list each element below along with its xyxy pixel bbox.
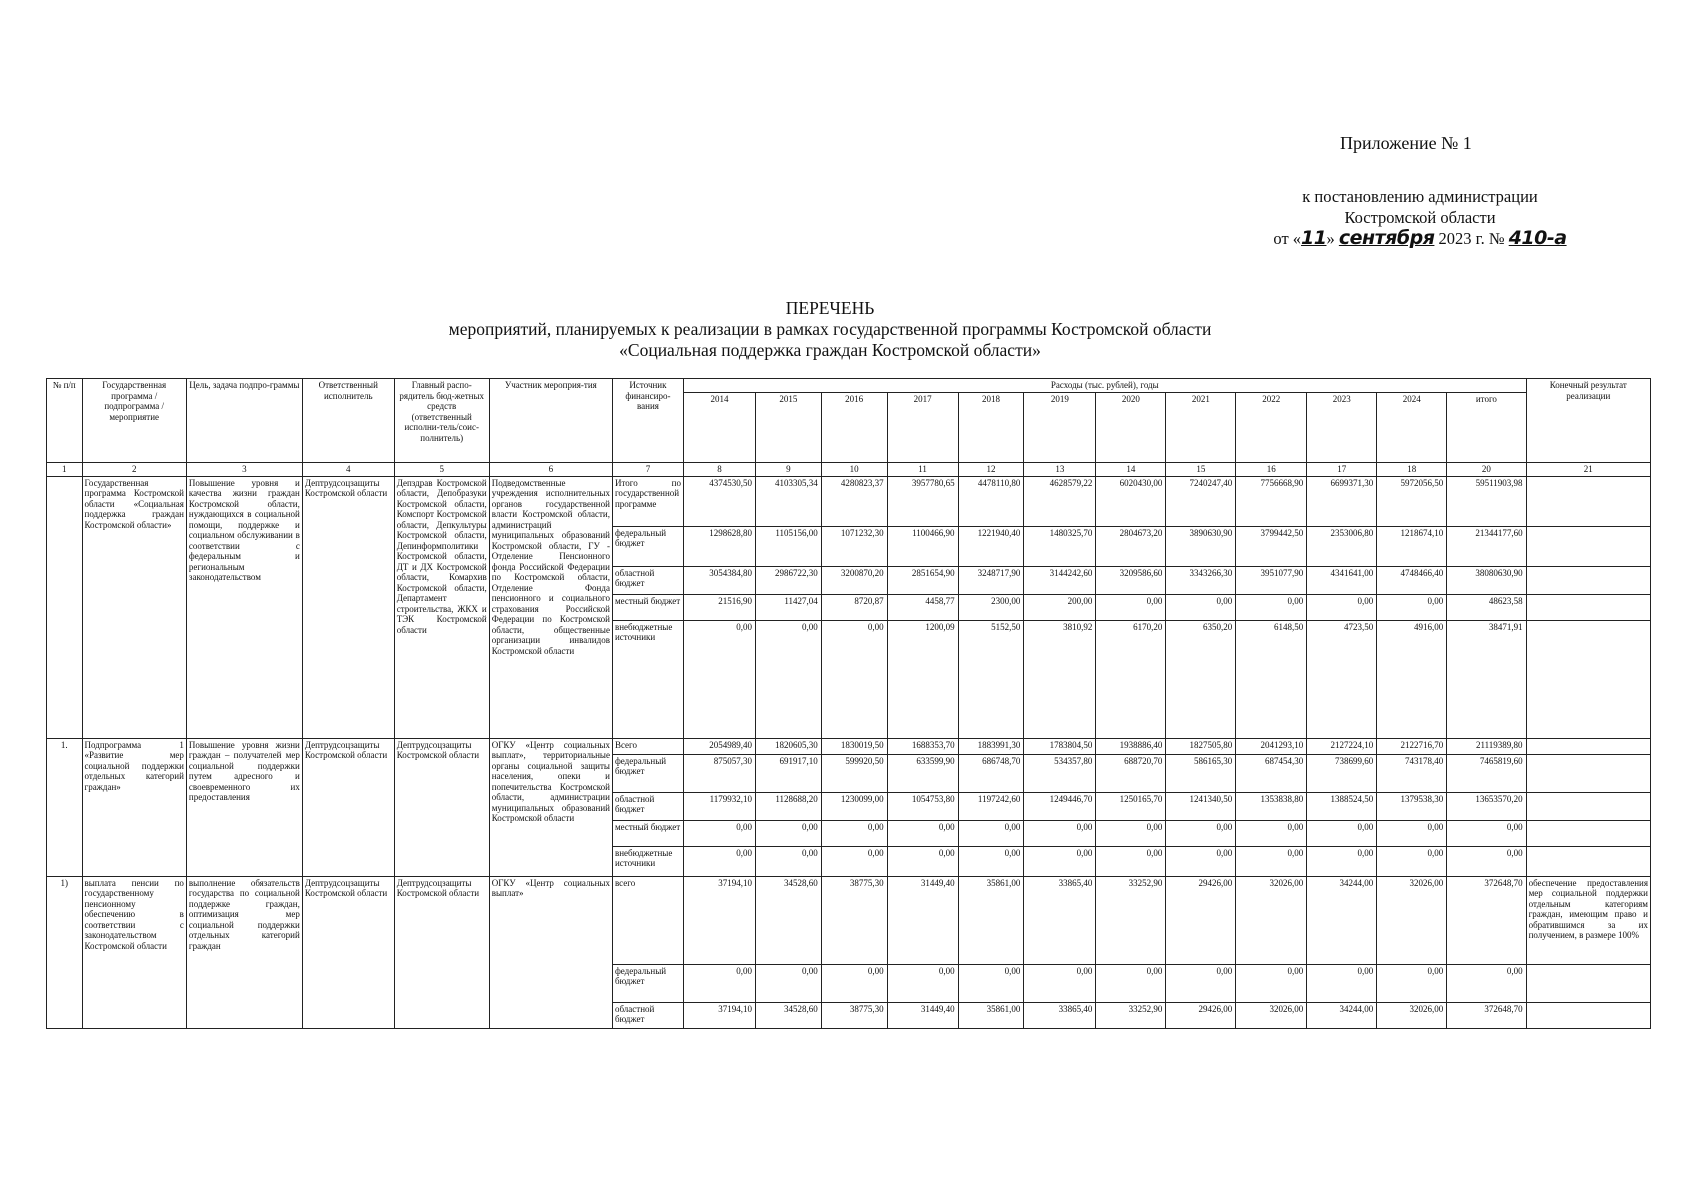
- expense-value: 5972056,50: [1377, 476, 1447, 526]
- expense-value: 0,00: [1307, 820, 1377, 846]
- document-title: [330, 298, 1330, 361]
- expense-value: 1218674,10: [1377, 526, 1447, 566]
- decree-day: 11: [1301, 227, 1327, 249]
- header-year-2014: 2014: [683, 393, 755, 463]
- expense-value: 200,00: [1024, 594, 1096, 620]
- expense-value: 6699371,30: [1307, 476, 1377, 526]
- expense-value: 1197242,60: [958, 792, 1024, 820]
- expense-value: 32026,00: [1377, 876, 1447, 964]
- expense-value: 0,00: [1236, 964, 1307, 1002]
- expense-value: 37194,10: [683, 876, 755, 964]
- expense-value: 37194,10: [683, 1002, 755, 1028]
- expense-value: 0,00: [1377, 594, 1447, 620]
- expense-value: 3957780,65: [887, 476, 958, 526]
- expense-value: 34244,00: [1307, 876, 1377, 964]
- expense-value: 3799442,50: [1236, 526, 1307, 566]
- expense-value: 0,00: [1447, 964, 1526, 1002]
- expense-value: 0,00: [1096, 594, 1166, 620]
- expense-value: 1388524,50: [1307, 792, 1377, 820]
- header-manager: Главный распо-рядитель бюд-жетных средств (ответственный исполни-тель/соис-полнитель): [394, 379, 489, 463]
- expense-value: 0,00: [683, 846, 755, 876]
- expense-value: 0,00: [756, 964, 822, 1002]
- expense-value: 586165,30: [1166, 754, 1236, 792]
- final-result-empty: [1526, 792, 1650, 820]
- measures-table-wrapper: [46, 378, 1651, 1029]
- expense-value: 0,00: [1447, 846, 1526, 876]
- expense-value: 0,00: [958, 964, 1024, 1002]
- expense-value: 2054989,40: [683, 738, 755, 754]
- expense-value: 6170,20: [1096, 620, 1166, 738]
- expense-value: 875057,30: [683, 754, 755, 792]
- table-row: [47, 476, 1651, 526]
- final-result-empty: [1526, 476, 1650, 526]
- expense-value: 738699,60: [1307, 754, 1377, 792]
- funding-source: Итого по государственной программе: [612, 476, 683, 526]
- column-number: 1: [47, 463, 83, 477]
- expense-value: 0,00: [683, 820, 755, 846]
- expense-value: 2804673,20: [1096, 526, 1166, 566]
- expense-value: 633599,90: [887, 754, 958, 792]
- expense-value: 5152,50: [958, 620, 1024, 738]
- expense-value: 35861,00: [958, 876, 1024, 964]
- header-year-2016: 2016: [821, 393, 887, 463]
- final-result-empty: [1526, 526, 1650, 566]
- budget-manager: Дептрудсоцзащиты Костромской области: [394, 876, 489, 1028]
- expense-value: 1054753,80: [887, 792, 958, 820]
- expense-value: 0,00: [887, 820, 958, 846]
- decree-line-1: к постановлению администрации: [1302, 187, 1538, 206]
- funding-source: местный бюджет: [612, 820, 683, 846]
- row-number: 1.: [47, 738, 83, 876]
- decree-mid: »: [1326, 229, 1339, 248]
- column-number: 21: [1526, 463, 1650, 477]
- expense-value: 0,00: [958, 846, 1024, 876]
- expense-value: 3951077,90: [1236, 566, 1307, 594]
- funding-source: всего: [612, 876, 683, 964]
- expense-value: 34528,60: [756, 876, 822, 964]
- program-name: выплата пенсии по государственному пенсионному обеспечению в соответствии с законодательством Костромской области: [82, 876, 186, 1028]
- expense-value: 1938886,40: [1096, 738, 1166, 754]
- expense-value: 33252,90: [1096, 1002, 1166, 1028]
- funding-source: местный бюджет: [612, 594, 683, 620]
- expense-value: 4458,77: [887, 594, 958, 620]
- expense-value: 2353006,80: [1307, 526, 1377, 566]
- final-result-empty: [1526, 620, 1650, 738]
- expense-value: 1071232,30: [821, 526, 887, 566]
- column-number: 8: [683, 463, 755, 477]
- expense-value: 48623,58: [1447, 594, 1526, 620]
- header-year-2021: 2021: [1166, 393, 1236, 463]
- column-number: 12: [958, 463, 1024, 477]
- expense-value: 3890630,90: [1166, 526, 1236, 566]
- expense-value: 1298628,80: [683, 526, 755, 566]
- expense-value: 1379538,30: [1377, 792, 1447, 820]
- expense-value: 34528,60: [756, 1002, 822, 1028]
- program-goal: Повышение уровня жизни граждан – получателей мер социальной поддержки путем адресного и своевременного их предоставления: [186, 738, 302, 876]
- header-year-2022: 2022: [1236, 393, 1307, 463]
- header-executor: Ответственный исполнитель: [302, 379, 394, 463]
- funding-source: федеральный бюджет: [612, 754, 683, 792]
- expense-value: 2041293,10: [1236, 738, 1307, 754]
- expense-value: 0,00: [1236, 846, 1307, 876]
- expense-value: 32026,00: [1377, 1002, 1447, 1028]
- expense-value: 3054384,80: [683, 566, 755, 594]
- expense-value: 32026,00: [1236, 876, 1307, 964]
- expense-value: 31449,40: [887, 876, 958, 964]
- expense-value: 1249446,70: [1024, 792, 1096, 820]
- expense-value: 0,00: [1096, 846, 1166, 876]
- decree-month: сентября: [1338, 227, 1435, 249]
- expense-value: 32026,00: [1236, 1002, 1307, 1028]
- expense-value: 0,00: [1307, 964, 1377, 1002]
- column-number: 15: [1166, 463, 1236, 477]
- expense-value: 6350,20: [1166, 620, 1236, 738]
- expense-value: 688720,70: [1096, 754, 1166, 792]
- column-number: 17: [1307, 463, 1377, 477]
- header-source: Источник финансиро-вания: [612, 379, 683, 463]
- table-row: [47, 876, 1651, 964]
- expense-value: 0,00: [756, 820, 822, 846]
- expense-value: 29426,00: [1166, 1002, 1236, 1028]
- expense-value: 2300,00: [958, 594, 1024, 620]
- expense-value: 691917,10: [756, 754, 822, 792]
- expense-value: 7756668,90: [1236, 476, 1307, 526]
- column-number: 16: [1236, 463, 1307, 477]
- expense-value: 0,00: [756, 846, 822, 876]
- expense-value: 21119389,80: [1447, 738, 1526, 754]
- column-number: 9: [756, 463, 822, 477]
- expense-value: 1250165,70: [1096, 792, 1166, 820]
- expense-value: 687454,30: [1236, 754, 1307, 792]
- column-number: 13: [1024, 463, 1096, 477]
- expense-value: 0,00: [1024, 964, 1096, 1002]
- header-program: Государственная программа /подпрограмма /мероприятие: [82, 379, 186, 463]
- table-row: [47, 738, 1651, 754]
- final-result: обеспечение предоставления мер социальной поддержки отдельным категориям граждан, имеющим право и обратившимся за их получением, в размере 100%: [1526, 876, 1650, 964]
- column-number: 2: [82, 463, 186, 477]
- expense-value: 11427,04: [756, 594, 822, 620]
- expense-value: 4103305,34: [756, 476, 822, 526]
- expense-value: 0,00: [887, 846, 958, 876]
- final-result-empty: [1526, 566, 1650, 594]
- expense-value: 31449,40: [887, 1002, 958, 1028]
- expense-value: 21516,90: [683, 594, 755, 620]
- funding-source: областной бюджет: [612, 1002, 683, 1028]
- expense-value: 0,00: [1096, 820, 1166, 846]
- header-year-2024: 2024: [1377, 393, 1447, 463]
- expense-value: 13653570,20: [1447, 792, 1526, 820]
- measure-participant: Подведомственные учреждения исполнительных органов государственной власти Костромской области, администраций муниципальных образований Костромской области, ГУ - Отделение Пенсионного фонда Российской Федерации по Костромской области, Отделение Фонда пенсионного и социального страхования Российской Федерации по Костромской области, общественные организации инвалидов Костромской области: [489, 476, 612, 738]
- header-goal: Цель, задача подпро-граммы: [186, 379, 302, 463]
- final-result-empty: [1526, 754, 1650, 792]
- expense-value: 1688353,70: [887, 738, 958, 754]
- expense-value: 4748466,40: [1377, 566, 1447, 594]
- final-result-empty: [1526, 846, 1650, 876]
- expense-value: 3343266,30: [1166, 566, 1236, 594]
- responsible-executor: Дептрудсоцзащиты Костромской области: [302, 738, 394, 876]
- expense-value: 38080630,90: [1447, 566, 1526, 594]
- expense-value: 0,00: [1166, 964, 1236, 1002]
- header-expenses: Расходы (тыс. рублей), годы: [683, 379, 1526, 393]
- column-number: 5: [394, 463, 489, 477]
- decree-line-2: Костромской области: [1344, 208, 1496, 227]
- expense-value: 0,00: [958, 820, 1024, 846]
- expense-value: 0,00: [1307, 846, 1377, 876]
- expense-value: 0,00: [1236, 820, 1307, 846]
- expense-value: 0,00: [1447, 820, 1526, 846]
- expense-value: 38775,30: [821, 1002, 887, 1028]
- expense-value: 0,00: [683, 964, 755, 1002]
- funding-source: внебюджетные источники: [612, 620, 683, 738]
- expense-value: 6148,50: [1236, 620, 1307, 738]
- header-result: Конечный результат реализации: [1526, 379, 1650, 463]
- expense-value: 0,00: [1377, 964, 1447, 1002]
- title-line-3: «Социальная поддержка граждан Костромской области»: [619, 340, 1041, 360]
- expense-value: 3248717,90: [958, 566, 1024, 594]
- decree-number: 410-а: [1508, 227, 1567, 249]
- expense-value: 29426,00: [1166, 876, 1236, 964]
- column-number: 14: [1096, 463, 1166, 477]
- funding-source: федеральный бюджет: [612, 526, 683, 566]
- expense-value: 0,00: [821, 846, 887, 876]
- expense-value: 34244,00: [1307, 1002, 1377, 1028]
- final-result-empty: [1526, 964, 1650, 1002]
- measures-table: [46, 378, 1651, 1029]
- column-number: 10: [821, 463, 887, 477]
- column-number: 20: [1447, 463, 1526, 477]
- decree-prefix: от «: [1273, 229, 1302, 248]
- budget-manager: Дептрудсоцзащиты Костромской области: [394, 738, 489, 876]
- program-name: Подпрограмма 1 «Развитие мер социальной поддержки отдельных категорий граждан»: [82, 738, 186, 876]
- expense-value: 1480325,70: [1024, 526, 1096, 566]
- funding-source: внебюджетные источники: [612, 846, 683, 876]
- expense-value: 4341641,00: [1307, 566, 1377, 594]
- measure-participant: ОГКУ «Центр социальных выплат»: [489, 876, 612, 1028]
- funding-source: Всего: [612, 738, 683, 754]
- measure-participant: ОГКУ «Центр социальных выплат», территориальные органы социальной защиты населения, опеки и попечительства Костромской области, администрации муниципальных образований Костромской области: [489, 738, 612, 876]
- row-number: [47, 476, 83, 738]
- responsible-executor: Дептрудсоцзащиты Костромской области: [302, 876, 394, 1028]
- expense-value: 686748,70: [958, 754, 1024, 792]
- column-number: 3: [186, 463, 302, 477]
- program-goal: Повышение уровня и качества жизни граждан Костромской области, нуждающихся в социальной помощи, поддержке и социальном обслуживании в соответствии с федеральным и региональным законодательством: [186, 476, 302, 738]
- header-year-2020: 2020: [1096, 393, 1166, 463]
- row-number: 1): [47, 876, 83, 1028]
- expense-value: 0,00: [756, 620, 822, 738]
- header-participant: Участник мероприя-тия: [489, 379, 612, 463]
- expense-value: 1179932,10: [683, 792, 755, 820]
- expense-value: 0,00: [1166, 594, 1236, 620]
- expense-value: 1353838,80: [1236, 792, 1307, 820]
- expense-value: 4723,50: [1307, 620, 1377, 738]
- expense-value: 1105156,00: [756, 526, 822, 566]
- header-num: № п/п: [47, 379, 83, 463]
- funding-source: федеральный бюджет: [612, 964, 683, 1002]
- column-number: 18: [1377, 463, 1447, 477]
- expense-value: 534357,80: [1024, 754, 1096, 792]
- title-line-1: ПЕРЕЧЕНЬ: [785, 298, 875, 318]
- expense-value: 372648,70: [1447, 876, 1526, 964]
- expense-value: 2986722,30: [756, 566, 822, 594]
- expense-value: 1883991,30: [958, 738, 1024, 754]
- expense-value: 0,00: [1024, 820, 1096, 846]
- expense-value: 4280823,37: [821, 476, 887, 526]
- final-result-empty: [1526, 1002, 1650, 1028]
- expense-value: 2122716,70: [1377, 738, 1447, 754]
- header-year-2023: 2023: [1307, 393, 1377, 463]
- expense-value: 0,00: [1166, 846, 1236, 876]
- decree-year: 2023 г. №: [1434, 229, 1509, 248]
- expense-value: 3200870,20: [821, 566, 887, 594]
- expense-value: 1827505,80: [1166, 738, 1236, 754]
- program-goal: выполнение обязательств государства по социальной поддержке граждан, оптимизация мер социальной поддержки отдельных категорий граждан: [186, 876, 302, 1028]
- funding-source: областной бюджет: [612, 792, 683, 820]
- expense-value: 7240247,40: [1166, 476, 1236, 526]
- expense-value: 3209586,60: [1096, 566, 1166, 594]
- expense-value: 33252,90: [1096, 876, 1166, 964]
- expense-value: 1230099,00: [821, 792, 887, 820]
- expense-value: 6020430,00: [1096, 476, 1166, 526]
- expense-value: 2851654,90: [887, 566, 958, 594]
- expense-value: 0,00: [821, 820, 887, 846]
- column-number: 4: [302, 463, 394, 477]
- expense-value: 0,00: [1307, 594, 1377, 620]
- expense-value: 21344177,60: [1447, 526, 1526, 566]
- expense-value: 38775,30: [821, 876, 887, 964]
- expense-value: 8720,87: [821, 594, 887, 620]
- expense-value: 1200,09: [887, 620, 958, 738]
- decree-reference: [1200, 186, 1640, 249]
- header-year-2015: 2015: [756, 393, 822, 463]
- expense-value: 4628579,22: [1024, 476, 1096, 526]
- expense-value: 1221940,40: [958, 526, 1024, 566]
- title-line-2: мероприятий, планируемых к реализации в рамках государственной программы Костромской области: [448, 319, 1212, 339]
- expense-value: 372648,70: [1447, 1002, 1526, 1028]
- expense-value: 1241340,50: [1166, 792, 1236, 820]
- expense-value: 38471,91: [1447, 620, 1526, 738]
- expense-value: 7465819,60: [1447, 754, 1526, 792]
- expense-value: 0,00: [1377, 820, 1447, 846]
- expense-value: 3144242,60: [1024, 566, 1096, 594]
- header-year-2018: 2018: [958, 393, 1024, 463]
- expense-value: 0,00: [1024, 846, 1096, 876]
- final-result-empty: [1526, 820, 1650, 846]
- expense-value: 0,00: [821, 620, 887, 738]
- column-number: 11: [887, 463, 958, 477]
- header-year-total: итого: [1447, 393, 1526, 463]
- expense-value: 1100466,90: [887, 526, 958, 566]
- expense-value: 599920,50: [821, 754, 887, 792]
- header-year-2019: 2019: [1024, 393, 1096, 463]
- expense-value: 4374530,50: [683, 476, 755, 526]
- column-number: 7: [612, 463, 683, 477]
- final-result-empty: [1526, 594, 1650, 620]
- expense-value: 0,00: [1377, 846, 1447, 876]
- expense-value: 1820605,30: [756, 738, 822, 754]
- expense-value: 35861,00: [958, 1002, 1024, 1028]
- expense-value: 0,00: [1166, 820, 1236, 846]
- funding-source: областной бюджет: [612, 566, 683, 594]
- header-year-2017: 2017: [887, 393, 958, 463]
- decree-date-line: [1200, 228, 1640, 249]
- program-name: Государственная программа Костромской области «Социальная поддержка граждан Костромской области»: [82, 476, 186, 738]
- expense-value: 0,00: [683, 620, 755, 738]
- expense-value: 4478110,80: [958, 476, 1024, 526]
- expense-value: 1783804,50: [1024, 738, 1096, 754]
- budget-manager: Депздрав Костромской области, Депобразуки Костромской области, Комспорт Костромской области, Депкультуры Костромской области, Депинформполитики Костромской области, ДТ и ДХ Костромской области, Комархив Костромской области, Департамент строительства, ЖКХ и ТЭК Костромской области: [394, 476, 489, 738]
- expense-value: 4916,00: [1377, 620, 1447, 738]
- expense-value: 59511903,98: [1447, 476, 1526, 526]
- expense-value: 1128688,20: [756, 792, 822, 820]
- expense-value: 33865,40: [1024, 1002, 1096, 1028]
- expense-value: 3810,92: [1024, 620, 1096, 738]
- expense-value: 2127224,10: [1307, 738, 1377, 754]
- responsible-executor: Дептрудсоцзащиты Костромской области: [302, 476, 394, 738]
- expense-value: 0,00: [821, 964, 887, 1002]
- expense-value: 743178,40: [1377, 754, 1447, 792]
- expense-value: 0,00: [1096, 964, 1166, 1002]
- expense-value: 1830019,50: [821, 738, 887, 754]
- final-result-empty: [1526, 738, 1650, 754]
- expense-value: 0,00: [1236, 594, 1307, 620]
- appendix-label: Приложение № 1: [1340, 133, 1472, 153]
- expense-value: 33865,40: [1024, 876, 1096, 964]
- expense-value: 0,00: [887, 964, 958, 1002]
- column-number: 6: [489, 463, 612, 477]
